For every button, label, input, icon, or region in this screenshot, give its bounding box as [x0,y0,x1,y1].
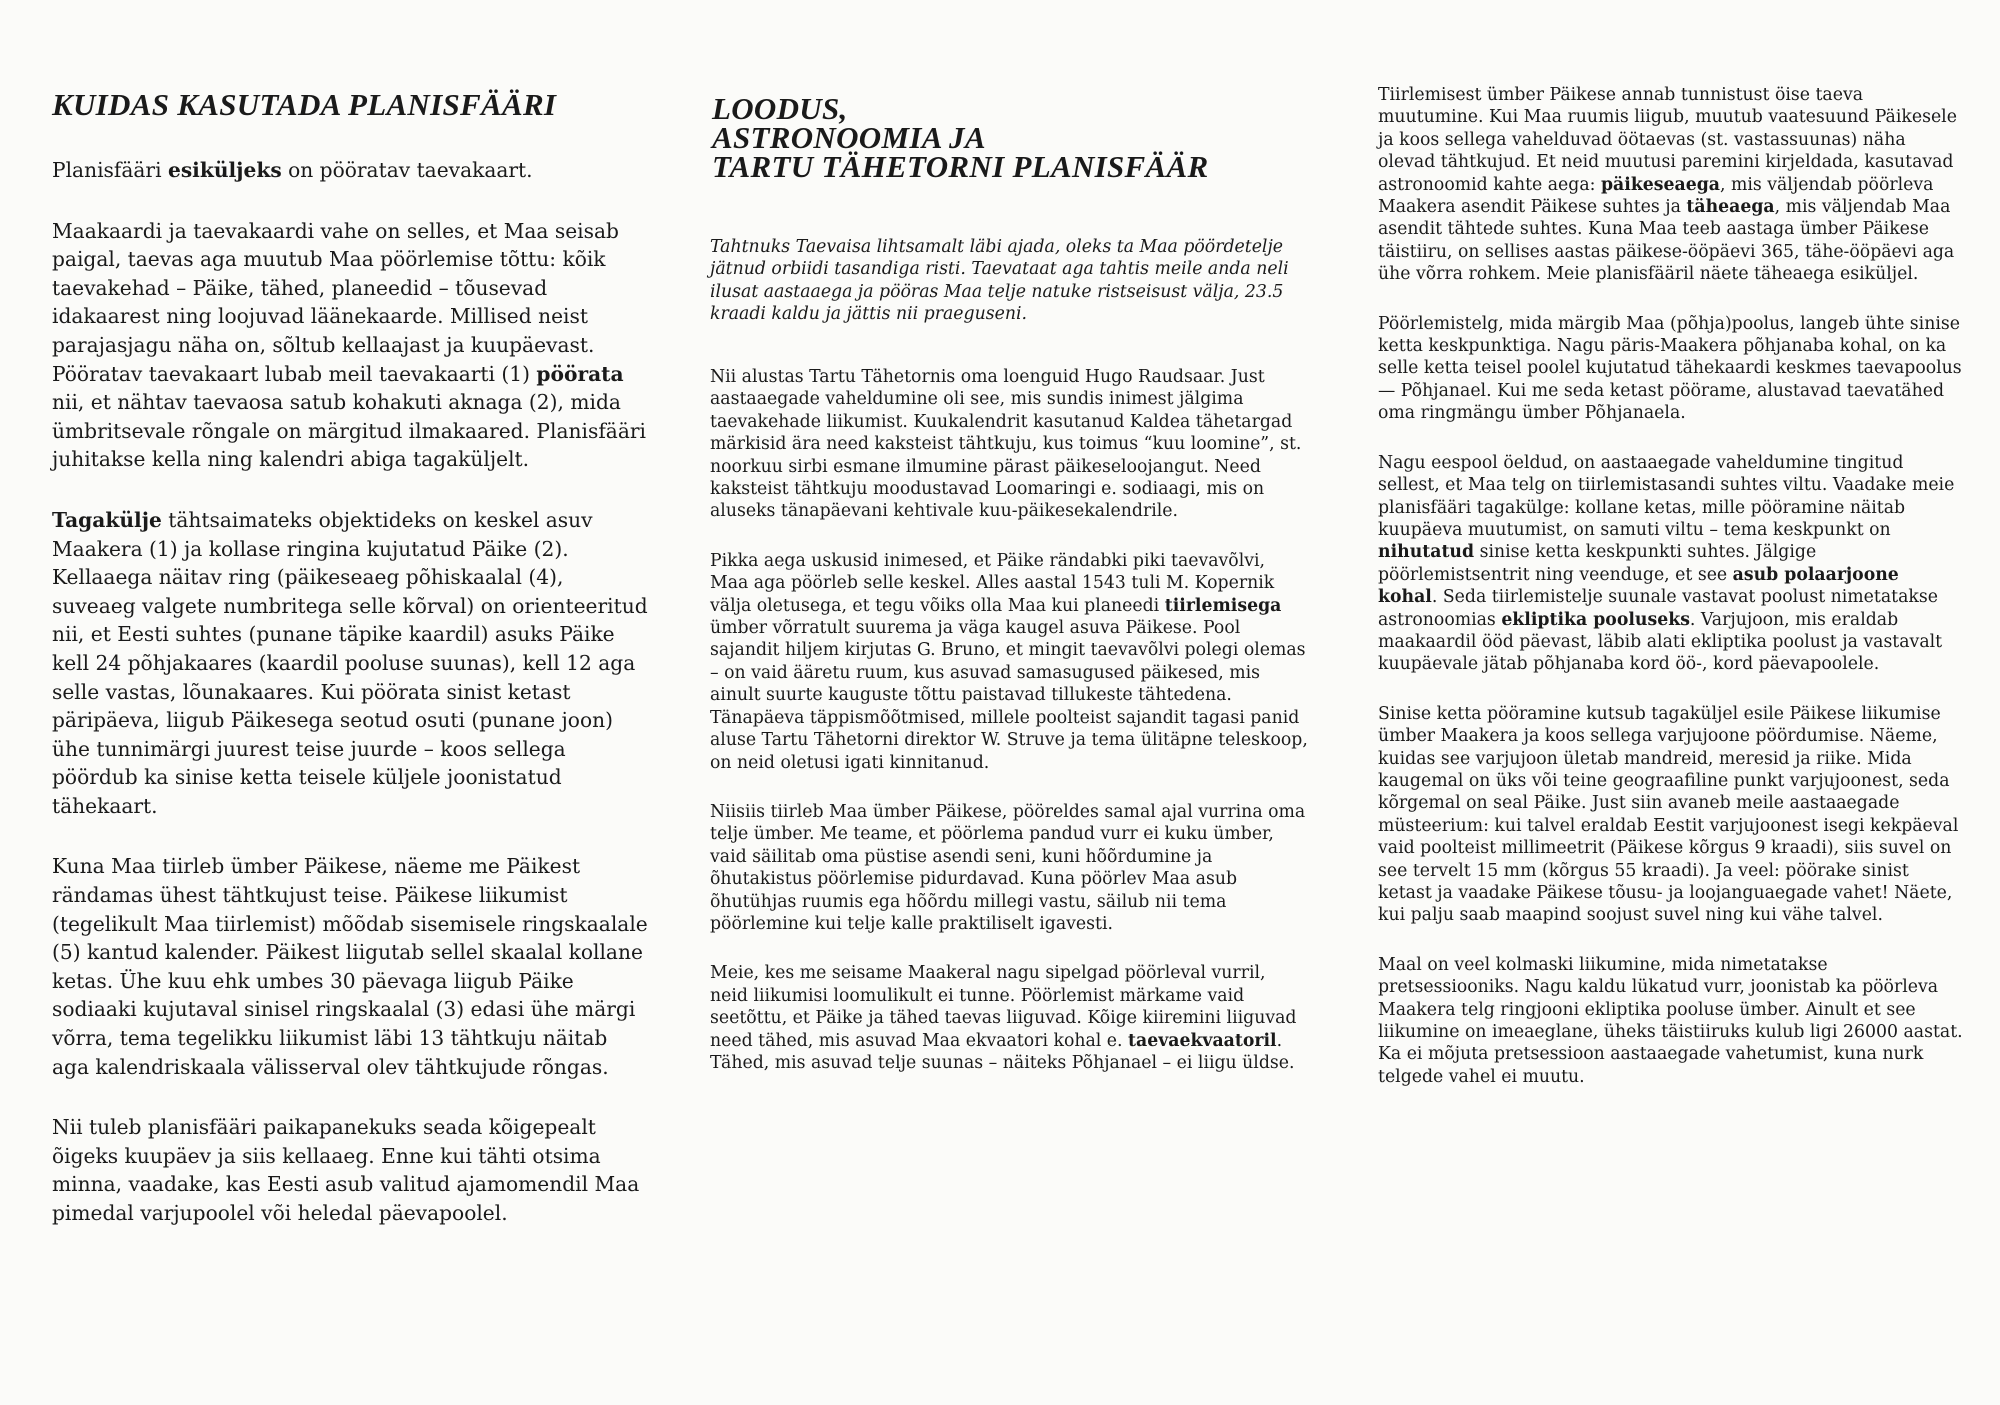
text-run: on pööratav taevakaart. [281,158,533,182]
text-run: Tiirlemisest ümber Päikese annab tunnistust öise taeva muutumine. Kui Maa ruumis liigub, muutub vaatesuund Päikesele ja koos sellega vahelduvad öötaevas (st. vastassuunas) näha olevad tähtkujud. Et neid muutusi paremini kirjeldada, kasutavad astronoomid kahte aega: [1378,85,1957,195]
column-3-body [1378,84,1964,1115]
paragraph [710,366,1308,523]
text-run: Pöörlemistelg, mida märgib Maa (põhja)poolus, langeb ühte sinise ketta keskpunktiga. Nagu päris-Maakera põhjanaba kohal, on ka selle ketta teisel poolel kujutatud tähekaardi keskmes taevapoolus — Põhjanael. Kui me seda ketast pöörame, alustavad taevatähed oma ringmängu ümber Põhjanaela. [1378,313,1962,424]
text-run: Nagu eespool öeldud, on aastaaegade vaheldumine tingitud sellest, et Maa telg on tiirlemistasandi suhtes viltu. Vaadake meie planisfääri tagakülge: kollane ketas, mille pööramine näitab kuupäeva muutumist, on samuti viltu – tema keskpunkt on [1378,452,1955,540]
text-run: ümber võrratult suurema ja väga kaugel asuva Päikese. Pool sajandit hiljem kirjutas G. Bruno, et mingit taevavõlvi polegi olemas – on vaid ääretu ruum, kus asuvad samasugused päikesed, mis ainult suurte kauguste tõttu paistavad tillukeste tähtedena. Tänapäeva täppismõõtmised, millele poolteist sajandit tagasi panid aluse Tartu Tähetorni direktor W. Struve ja tema ülitäpne teleskoop, on neid oletusi igati kinnitanud. [710,618,1308,773]
paragraph [52,506,650,821]
text-run: . Seda tiirlemistelje suunale vastavat poolust nimetatakse astronoomias [1378,587,1938,630]
bold-term: esiküljeks [167,158,282,182]
paragraph [1378,452,1964,676]
paragraph [1378,313,1964,425]
text-run: Nii tuleb planisfääri paikapanekuks seada kõigepealt õigeks kuupäev ja siis kellaaeg. Enne kui tähti otsima minna, vaadake, kas Eesti asub valitud ajamomendil Maa pimedal varjupoolel või heledal päevapoolel. [52,1115,640,1225]
text-run: . Varjujoon, mis eraldab maakaardil ööd päevast, läbib alati ekliptika poolust ja vastavalt kuupäevale jätab põhjanaba kord öö-, kord päevapoolele. [1378,609,1943,675]
heading-line: ASTRONOOMIA JA [712,120,986,155]
text-run: Maal on veel kolmaski liikumine, mida nimetatakse pretsessiooniks. Nagu kaldu lükatud vurr, joonistab ka pöörleva Maakera telg ringjooni ekliptika pooluse ümber. Ainult et see liikumine on imeaeglane, üheks täistiiruks kulub ligi 26000 aastat. Ka ei mõjuta pretsessioon aastaaegade vahetumist, kuna nurk telgede vahel ei muutu. [1378,954,1963,1087]
text-run: Kuna Maa tiirleb ümber Päikese, näeme me Päikest rändamas ühest tähtkujust teise. Päikese liikumist (tegelikult Maa tiirlemist) mõõdab sisemisele ringskaalale (5) kantud kalender. Päikest liigutab sellel skaalal kollane ketas. Ühe kuu ehk umbes 30 päevaga liigub Päike sodiaaki kujutaval sinisel ringskaalal (3) edasi ühe märgi võrra, tema tegelikku liikumist läbi 13 tähtkuju näitab aga kalendriskaala välisserval olev tähtkujude rõngas. [52,854,648,1079]
heading-line: TARTU TÄHETORNI PLANISFÄÄR [712,149,1209,184]
paragraph [710,550,1308,774]
paragraph [1378,954,1964,1088]
text-run: Niisiis tiirleb Maa ümber Päikese, pööreldes samal ajal vurrina oma telje ümber. Me teame, et pöörlema pandud vurr ei kuku ümber, vaid säilitab oma püstise asendi seni, kuni hõõrdumine ja õhutakistus pöörlemise pidurdavad. Kuna pöörlev Maa asub õhutühjas ruumis ega hõõrdu millegi vastu, säilub nii tema pöörlemine kui telje kalle praktiliselt igavesti. [710,801,1306,934]
heading-line: LOODUS, [712,91,848,126]
bold-term: täheaega [1686,197,1775,218]
heading-kuidas-kasutada: KUIDAS KASUTADA PLANISFÄÄRI [52,87,557,122]
paragraph [710,801,1308,935]
intro-quote: Tahtnuks Taevaisa lihtsamalt läbi ajada, oleks ta Maa pöördetelje jätnud orbiidi tasandiga risti. Taevataat aga tahtis meile anda neli ilusat aastaaega ja pööras Maa telje natuke ristseisust välja, 23.5 kraadi kaldu ja jättis nii praeguseni. [710,237,1289,325]
bold-term: nihutatud [1378,542,1475,563]
text-run: Pikka aega uskusid inimesed, et Päike rändabki piki taevavõlvi, Maa aga pöörleb selle keskel. Alles aastal 1543 tuli M. Kopernik välja oletusega, et tegu võiks olla Maa kui planeedi [710,550,1275,616]
text-run: nii, et nähtav taevaosa satub kohakuti aknaga (2), mida ümbritsevale rõngale on märgitud ilmakaared. Planisfääri juhitakse kella ning kalendri abiga tagaküljelt. [52,390,646,472]
bold-term: päikeseaega [1600,174,1720,195]
text-run: sinise ketta keskpunkti suhtes. Jälgige pöörlemistsentrit ning veenduge, et see [1378,542,1817,585]
bold-term: ekliptika pooluseks [1501,609,1690,630]
paragraph [52,156,650,185]
text-run: Sinise ketta pööramine kutsub tagaküljel esile Päikese liikumise ümber Maakera ja koos sellega varjujoone pöördumise. Näeme, kuidas see varjujoon ületab mandreid, meresid ja riike. Mida kaugemal on üks või teine geograafiline punkt varjujoonest, seda kõrgemal on seal Päike. Just siin avaneb meile aastaaegade müsteerium: kui talvel eraldab Eestit varjujoonest isegi kekpäeval vaid poolteist millimeetrit (Päikese kõrgus 9 kraadi), siis suvel on see tervelt 15 mm (kõrgus 55 kraadi). Ja veel: pöörake sinist ketast ja vaadake Päikese tõusu- ja loojanguaegade vahet! Näete, kui palju saab maapind soojust suvel ning kui vähe talvel. [1378,703,1959,926]
paragraph [1378,84,1964,286]
bold-term: Tagakülje [52,507,162,532]
paragraph [710,962,1308,1074]
bold-term: asub polaarjoone kohal [1378,564,1899,608]
text-run: , mis väljendab Maa asendit tähtede suhtes. Kuna Maa teeb aastaga ümber Päikese täistiiru, on sellises aastas päikese-ööpäevi 365, tähe-ööpäevi aga ühe võrra rohkem. Meie planisfääril näete täheaega esiküljel. [1378,197,1955,285]
paragraph [1378,703,1964,927]
column-2-body [710,366,1308,1101]
bold-term: pöörata [536,361,624,386]
bold-term: tiirlemisega [1164,595,1282,616]
text-run: Nii alustas Tartu Tähetornis oma loenguid Hugo Raudsaar. Just aastaaegade vaheldumine oli see, mis sundis inimest jälgima taevakehade liikumist. Kuukalendrit kasutanud Kaldea tähetargad märkisid ära need kaksteist tähtkuju, kus toimus “kuu loomine”, st. noorkuu sirbi esmane ilmumine pärast päikeseloojangut. Need kaksteist tähtkuju moodustavad Loomaringi e. sodiaagi, mis on aluseks tänapäevani kehtivale kuu-päikesekalendrile. [710,367,1302,522]
column-1-body [52,156,650,1260]
paragraph [52,852,650,1081]
text-run: Meie, kes me seisame Maakeral nagu sipelgad pöörleval vurril, neid liikumisi loomulikult ei tunne. Pöörlemist märkame vaid seetõttu, et Päike ja tähed taevas liiguvad. Kõige kiiremini liiguvad need tähed, mis asuvad Maa ekvaatori kohal e. [710,963,1297,1051]
paragraph [52,1113,650,1227]
bold-term: taevaekvaatoril [1128,1030,1277,1051]
text-run: Planisfääri [52,158,168,182]
text-run: . Tähed, mis asuvad telje suunas – näiteks Põhjanael – ei liigu üldse. [710,1030,1295,1073]
text-run: tähtsaimateks objektideks on keskel asuv Maakera (1) ja kollase ringina kujutatud Päike (2). Kellaaega näitav ring (päikeseaeg põhiskaalal (4), suveaeg valgete numbritega selle kõrval) on orienteeritud nii, et Eesti suhtes (punane täpike kaardil) asuks Päike kell 24 põhjakaares (kaardil pooluse suunas), kell 12 aga selle vastas, lõunakaares. Kui pöörata sinist ketast päripäeva, liigub Päikesega seotud osuti (punane joon) ühe tunnimärgi juurest teise juurde – koos sellega pöördub ka sinise ketta teisele küljele joonistatud tähekaart. [52,507,648,818]
heading-loodus [712,91,1209,184]
paragraph [52,217,650,474]
text-run: , mis väljendab pöörleva Maakera asendit Päikese suhtes ja [1378,174,1934,218]
text-run: Maakaardi ja taevakaardi vahe on selles, et Maa seisab paigal, taevas aga muutub Maa pöörlemise tõttu: kõik taevakehad – Päike, tähed, planeedid – tõusevad idakaarest ning loojuvad läänekaarde. Millised neist parajasjagu näha on, sõltub kellaajast ja kuupäevast. Pööratav taevakaart lubab meil taevakaarti (1) [52,218,619,386]
